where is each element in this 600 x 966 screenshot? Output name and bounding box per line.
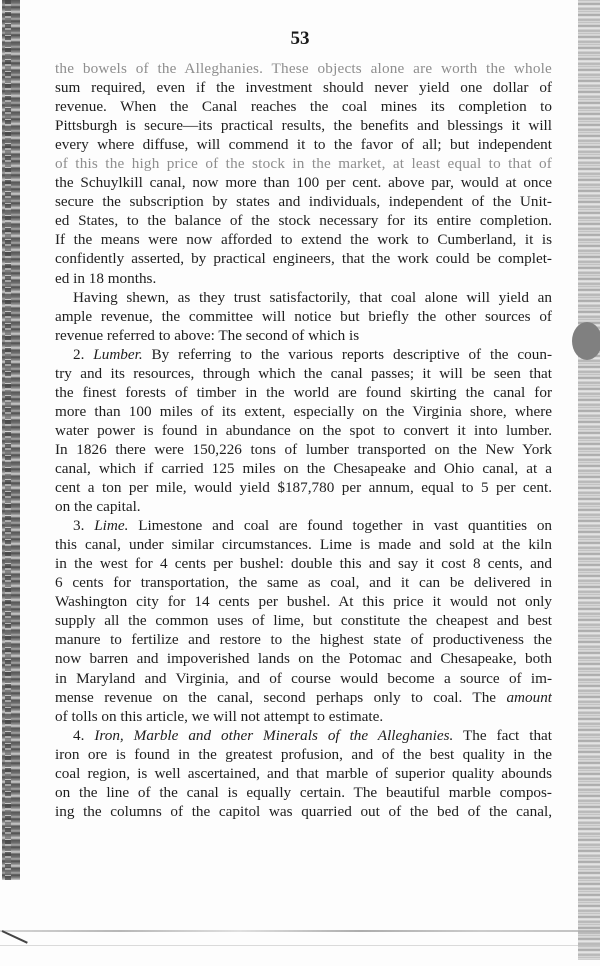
text-line bbox=[55, 59, 552, 78]
body-text bbox=[55, 59, 552, 821]
line-text: In 1826 there were 150,226 tons of lumber transported on the New York bbox=[55, 440, 552, 458]
line-text: in Maryland and Virginia, and of course would become a source of im- bbox=[55, 669, 552, 687]
corner-fold-mark bbox=[2, 930, 28, 944]
text-line bbox=[55, 497, 552, 516]
text-line bbox=[55, 592, 552, 611]
line-text: ed States, to the balance of the stock necessary for its entire completion. bbox=[55, 212, 552, 230]
right-binding-edge bbox=[578, 0, 600, 960]
line-text: Pittsburgh is secure—its practical results, the benefits and blessings it will bbox=[55, 117, 552, 135]
text-line bbox=[55, 364, 552, 383]
line-text: Having shewn, as they trust satisfactorily, that coal alone will yield an bbox=[73, 288, 552, 306]
section-number: 3. bbox=[73, 517, 95, 535]
line-text: cent a ton per mile, would yield $187,780 per annum, equal to 5 per cent. bbox=[55, 479, 552, 497]
text-line bbox=[55, 383, 552, 402]
line-text: the bowels of the Alleghanies. These objects alone are worth the whole bbox=[55, 60, 552, 77]
line-text: now barren and impoverished lands on the Potomac and Chesapeake, both bbox=[55, 650, 552, 668]
text-line bbox=[55, 78, 552, 97]
text-line bbox=[55, 802, 552, 821]
text-line bbox=[55, 326, 552, 345]
line-text: manure to fertilize and restore to the highest state of productiveness the bbox=[55, 631, 552, 649]
text-line bbox=[55, 745, 552, 764]
text-line bbox=[55, 783, 552, 802]
text-line bbox=[55, 192, 552, 211]
page-number: 53 bbox=[290, 28, 310, 49]
text-line bbox=[55, 459, 552, 478]
text-line bbox=[55, 135, 552, 154]
italic-word: amount bbox=[506, 688, 552, 706]
line-text: ing the columns of the capitol was quarried out of the bed of the canal, bbox=[55, 802, 552, 820]
text-line bbox=[55, 154, 552, 173]
text-line bbox=[55, 402, 552, 421]
line-text: water power is found in abundance on the spot to convert it into lumber. bbox=[55, 421, 552, 439]
line-text: try and its resources, through which the canal passes; it will be seen that bbox=[55, 364, 552, 382]
line-text: on the line of the canal is equally certain. The beautiful marble compos- bbox=[55, 783, 552, 801]
text-line bbox=[55, 97, 552, 116]
line-text: revenue. When the Canal reaches the coal mines its completion to bbox=[55, 98, 552, 116]
text-line bbox=[55, 173, 552, 192]
line-text: ed in 18 months. bbox=[55, 269, 157, 287]
page-bottom-edge bbox=[0, 930, 600, 932]
text-line bbox=[55, 611, 552, 630]
line-text: the finest forests of timber in the world are found skirting the canal for bbox=[55, 383, 552, 401]
line-text: in the west for 4 cents per bushel: double this and say it cost 8 cents, and bbox=[55, 555, 552, 573]
text-line bbox=[55, 211, 552, 230]
line-text: If the means were now afforded to extend the work to Cumberland, it is bbox=[55, 231, 552, 249]
line-text: the Schuylkill canal, now more than 100 per cent. above par, would at once bbox=[55, 174, 552, 192]
text-line bbox=[55, 669, 552, 688]
section-number: 2. bbox=[73, 345, 94, 363]
left-binding-edge bbox=[2, 0, 20, 880]
line-text: this canal, under similar circumstances. Lime is made and sold at the kiln bbox=[55, 536, 552, 554]
line-text: sum required, even if the investment should never yield one dollar of bbox=[55, 79, 552, 97]
line-text: secure the subscription by states and individuals, independent of the Unit- bbox=[55, 193, 552, 211]
line-text: Limestone and coal are found together in vast quantities on bbox=[138, 517, 552, 535]
text-line bbox=[55, 649, 552, 668]
text-line bbox=[55, 116, 552, 135]
section-heading-line bbox=[55, 516, 552, 535]
text-line bbox=[55, 230, 552, 249]
text-line bbox=[55, 688, 552, 707]
text-line bbox=[55, 288, 552, 307]
text-line bbox=[55, 554, 552, 573]
line-text: coal region, is well ascertained, and that marble of superior quality abounds bbox=[55, 764, 552, 782]
text-line bbox=[55, 440, 552, 459]
line-text: iron ore is found in the greatest profusion, and of the best quality in the bbox=[55, 745, 552, 763]
section-heading-line bbox=[55, 345, 552, 364]
line-text: mense revenue on the canal, second perhaps only to coal. The bbox=[55, 688, 497, 706]
section-number: 4. bbox=[73, 726, 95, 744]
text-line bbox=[55, 764, 552, 783]
section-title: Iron, Marble and other Minerals of the Alleghanies. bbox=[94, 726, 454, 744]
text-line bbox=[55, 630, 552, 649]
line-text: every where diffuse, will commend it to the favor of all; but independent bbox=[55, 136, 552, 154]
line-text: Washington city for 14 cents per bushel. At this price it would not only bbox=[55, 593, 552, 611]
line-text: revenue referred to above: The second of which is bbox=[55, 326, 360, 344]
line-text: of this the high price of the stock in the market, at least equal to that of bbox=[55, 155, 552, 173]
text-line bbox=[55, 707, 552, 726]
line-text: more than 100 miles of its extent, especially on the Virginia shore, where bbox=[55, 402, 552, 420]
text-line bbox=[55, 269, 552, 288]
section-title: Lumber. bbox=[93, 345, 143, 363]
text-line bbox=[55, 307, 552, 326]
section-title: Lime. bbox=[94, 517, 129, 535]
line-text: of tolls on this article, we will not attempt to estimate. bbox=[55, 707, 384, 725]
page-bottom-shadow bbox=[0, 945, 600, 946]
line-text: 6 cents for transportation, the same as coal, and it can be delivered in bbox=[55, 574, 552, 592]
text-line bbox=[55, 573, 552, 592]
line-text: canal, which if carried 125 miles on the Chesapeake and Ohio canal, at a bbox=[55, 459, 552, 477]
section-heading-line bbox=[55, 726, 552, 745]
line-text: on the capital. bbox=[55, 498, 141, 516]
text-line bbox=[55, 535, 552, 554]
line-text: supply all the common uses of lime, but constitute the cheapest and best bbox=[55, 612, 552, 630]
line-text: ample revenue, the committee will notice but briefly the other sources of bbox=[55, 307, 552, 325]
text-line bbox=[55, 249, 552, 268]
line-text: confidently asserted, by practical engineers, that the work could be complet- bbox=[55, 250, 552, 268]
line-text: The fact that bbox=[462, 726, 552, 744]
text-line bbox=[55, 421, 552, 440]
ink-blot bbox=[572, 322, 600, 360]
text-line bbox=[55, 478, 552, 497]
line-text: By referring to the various reports descriptive of the coun- bbox=[151, 345, 552, 363]
